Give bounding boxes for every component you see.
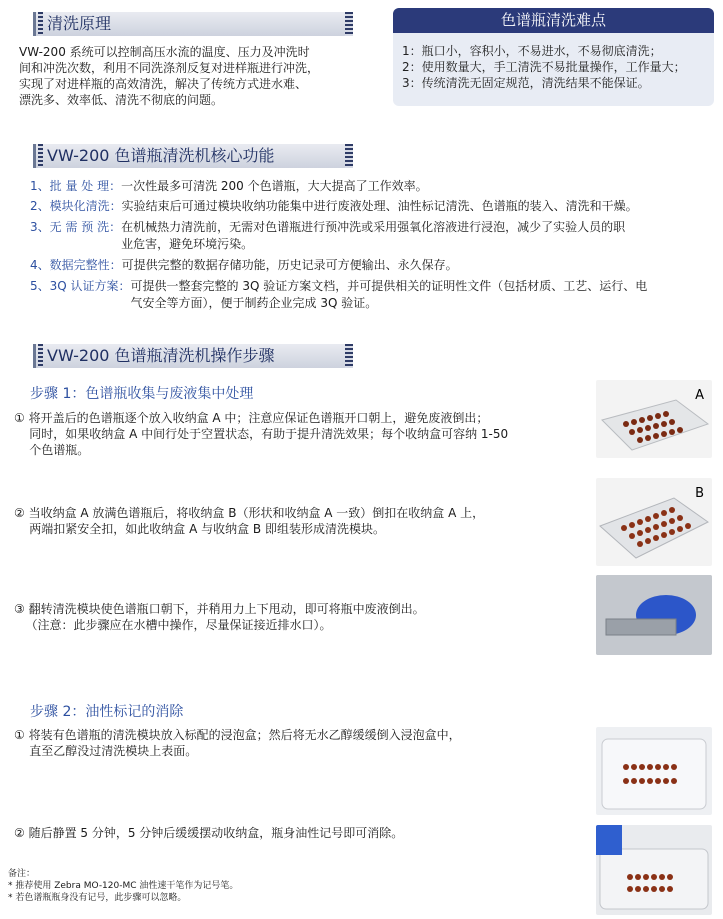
feature-no-prewash <box>30 219 718 253</box>
step2-item-2 <box>14 825 574 841</box>
item-line: ① 将装有色谱瓶的清洗模块放入标配的浸泡盒；然后将无水乙醇缓缓倒入浸泡盒中， <box>14 728 461 742</box>
step1-title: 步骤 1：色谱瓶收集与废液集中处理 <box>30 386 254 402</box>
principle-line: 间和冲洗次数，利用不同洗涤剂反复对进样瓶进行冲洗， <box>19 61 320 75</box>
principle-title: 清洗原理 <box>47 14 112 33</box>
item-line: 直至乙醇没过清洗模块上表面。 <box>14 744 198 758</box>
item-line: ② 当收纳盒 A 放满色谱瓶后，将收纳盒 B（形状和收纳盒 A 一致）倒扣在收纳盒 A 上， <box>14 506 485 520</box>
difficulty-list <box>393 33 714 91</box>
core-header <box>33 144 353 168</box>
soak-box-image <box>596 727 712 815</box>
operation-title: VW-200 色谱瓶清洗机操作步骤 <box>47 346 275 365</box>
step2-title: 步骤 2：油性标记的消除 <box>30 704 184 720</box>
step1-item-2 <box>14 505 574 537</box>
swirling-box-image <box>596 825 712 915</box>
photo-soak-box <box>596 727 712 815</box>
difficulty-item: 1：瓶口小，容积小，不易进水，不易彻底清洗； <box>402 44 662 58</box>
feature-label: 1、批 量 处 理： <box>30 179 122 193</box>
notes-title: 备注： <box>8 869 36 879</box>
difficulty-item: 3：传统清洗无固定规范，清洗结果不能保证。 <box>402 76 650 90</box>
feature-data <box>30 257 718 274</box>
step2-item-1 <box>14 727 574 759</box>
photo-box-a <box>596 380 712 458</box>
feature-label: 4、数据完整性： <box>30 258 122 272</box>
item-line: 同时，如果收纳盒 A 中间行处于空置状态，有助于提升清洗效果；每个收纳盒可容纳 1-50 <box>14 427 509 441</box>
note-item: * 若色谱瓶瓶身没有记号，此步骤可以忽略。 <box>8 893 187 903</box>
feature-label: 3、无 需 预 洗： <box>30 220 122 234</box>
difficulty-box <box>393 8 714 106</box>
photo-label-b: B <box>695 486 704 501</box>
feature-text: 实验结束后可通过模块收纳功能集中进行废液处理、油性标记清洗、色谱瓶的装入、清洗和干燥。 <box>121 199 638 213</box>
principle-text <box>19 44 389 108</box>
photo-swirl <box>596 825 712 915</box>
feature-text: 可提供一整套完整的 3Q 验证方案文档，并可提供相关的证明性文件（包括材质、工艺、运行、电 <box>130 279 648 293</box>
core-title: VW-200 色谱瓶清洗机核心功能 <box>47 146 275 165</box>
principle-line: 漂洗多、效率低、清洗不彻底的问题。 <box>19 93 224 107</box>
feature-text: 在机械热力清洗前，无需对色谱瓶进行预冲洗或采用强氧化溶液进行浸泡，减少了实验人员的职 <box>121 220 626 234</box>
step1-item-1 <box>14 410 574 458</box>
hand-shaking-module-image <box>596 575 712 655</box>
item-line: （注意：此步骤应在水槽中操作，尽量保证接近排水口）。 <box>14 618 332 632</box>
feature-text: 业危害，避免环境污染。 <box>121 237 254 251</box>
item-line: ② 随后静置 5 分钟，5 分钟后缓缓摆动收纳盒，瓶身油性记号即可消除。 <box>14 826 404 840</box>
principle-line: VW-200 系统可以控制高压水流的温度、压力及冲洗时 <box>19 45 310 59</box>
principle-header <box>33 12 353 36</box>
photo-box-b <box>596 478 712 566</box>
difficulty-title: 色谱瓶清洗难点 <box>393 8 714 33</box>
principle-line: 实现了对进样瓶的高效清洗，解决了传统方式进水难、 <box>19 77 308 91</box>
feature-text: 气安全等方面），便于制药企业完成 3Q 验证。 <box>130 296 378 310</box>
feature-label: 2、模块化清洗： <box>30 199 122 213</box>
item-line: 两端扣紧安全扣，如此收纳盒 A 与收纳盒 B 即组装形成清洗模块。 <box>14 522 385 536</box>
feature-batch <box>30 178 718 195</box>
operation-header <box>33 344 353 368</box>
feature-text: 可提供完整的数据存储功能，历史记录可方便输出、永久保存。 <box>121 258 458 272</box>
note-item: * 推荐使用 Zebra MO-120-MC 油性速干笔作为记号笔。 <box>8 881 239 891</box>
item-line: ③ 翻转清洗模块使色谱瓶口朝下，并稍用力上下甩动，即可将瓶中废液倒出。 <box>14 602 425 616</box>
photo-shaking <box>596 575 712 655</box>
step1-item-3 <box>14 601 574 633</box>
feature-module <box>30 198 718 215</box>
difficulty-item: 2：使用数量大，手工清洗不易批量操作，工作量大； <box>402 60 686 74</box>
item-line: ① 将开盖后的色谱瓶逐个放入收纳盒 A 中；注意应保证色谱瓶开口朝上，避免废液倒出； <box>14 411 489 425</box>
item-line: 个色谱瓶。 <box>14 443 90 457</box>
feature-text: 一次性最多可清洗 200 个色谱瓶，大大提高了工作效率。 <box>121 179 428 193</box>
photo-label-a: A <box>695 388 704 403</box>
feature-3q <box>30 278 718 312</box>
feature-label: 5、3Q 认证方案： <box>30 279 131 293</box>
